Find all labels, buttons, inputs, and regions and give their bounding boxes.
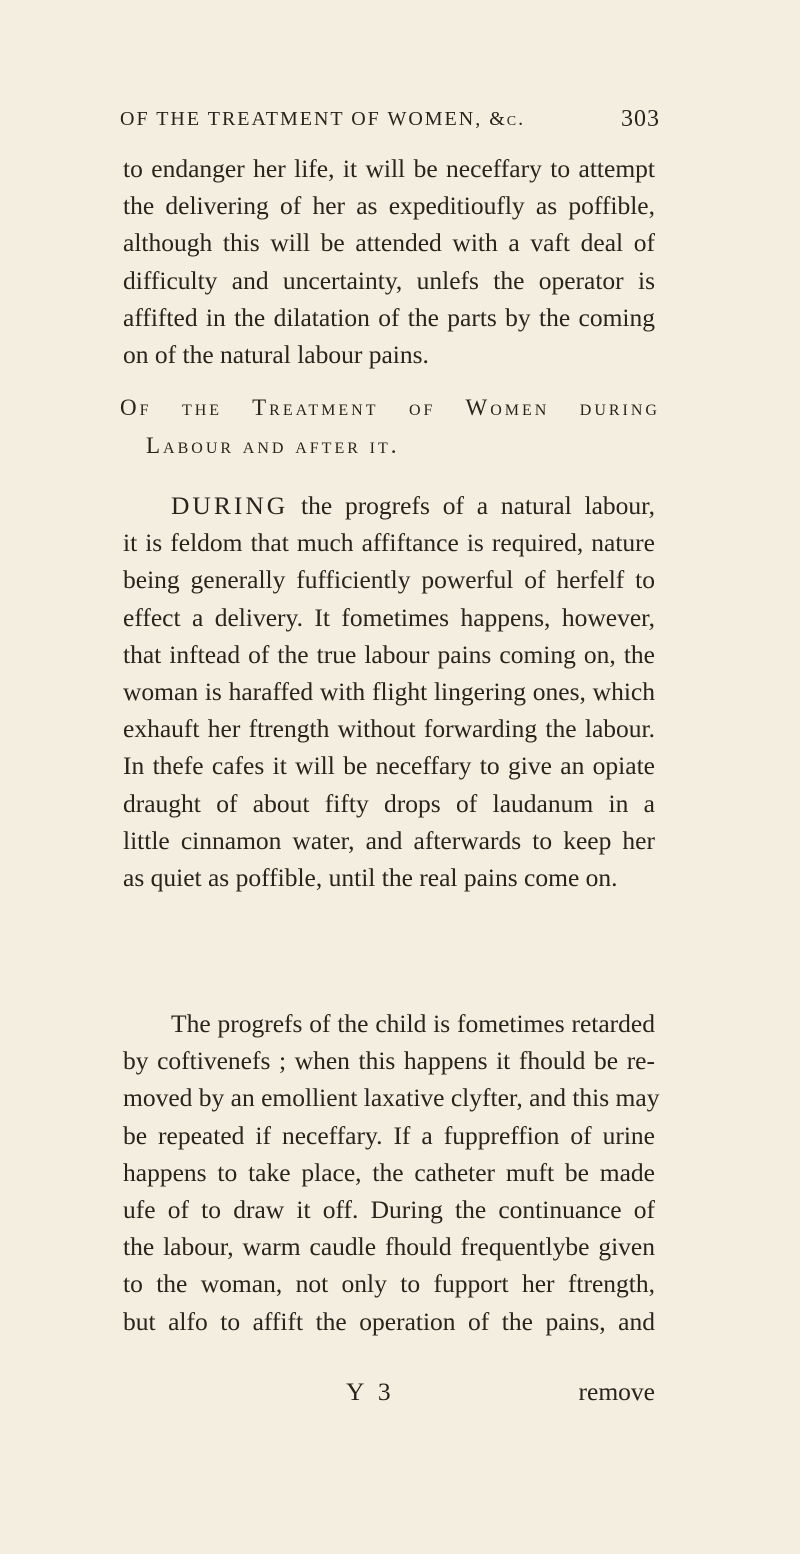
- text-line: [123, 487, 655, 524]
- text-line: but alfo to affift the operation of the pains, and: [123, 1306, 655, 1336]
- section-heading-line-1: Of the Treatment of Women during: [120, 395, 660, 420]
- text-line: the delivering of her as expeditioufly as poffible,: [123, 191, 655, 221]
- text-line: In thefe cafes it will be neceffary to give an opiate: [123, 751, 655, 781]
- text-line: the labour, warm caudle fhould frequentlybe given: [123, 1232, 655, 1262]
- text-line: draught of about fifty drops of laudanum in a: [123, 788, 655, 818]
- text-line: exhauft her ftrength without forwarding the labour.: [123, 714, 655, 744]
- text-line: The progrefs of the child is fometimes retarded: [171, 1009, 655, 1038]
- page-number: 303: [621, 106, 660, 132]
- text-line: difficulty and uncertainty, unlefs the operator is: [123, 265, 655, 295]
- text-line: woman is haraffed with flight lingering ones, which: [123, 676, 655, 706]
- text-line: affifted in the dilatation of the parts by the coming: [123, 302, 655, 332]
- signature-mark: Y 3: [346, 1377, 395, 1406]
- text-line: as quiet as poffible, until the real pains come on.: [123, 862, 618, 892]
- text-line: being generally fufficiently powerful of herfelf to: [123, 565, 655, 595]
- text-line: little cinnamon water, and afterwards to keep her: [123, 825, 655, 855]
- text-line: effect a delivery. It fometimes happens, however,: [123, 602, 655, 632]
- paragraph-1: [123, 150, 655, 373]
- text-line: to endanger her life, it will be neceffary to attempt: [123, 154, 655, 183]
- text-line: although this will be attended with a vaft deal of: [123, 228, 655, 258]
- text-line: it is feldom that much affiftance is required, nature: [123, 528, 655, 558]
- paragraph-3: [123, 1005, 660, 1340]
- lead-word: DURING: [171, 491, 289, 520]
- running-head-title: OF THE TREATMENT OF WOMEN, &c.: [120, 108, 526, 130]
- catchword: remove: [578, 1377, 655, 1406]
- text-line: to the woman, not only to fupport her ftrength,: [123, 1269, 655, 1299]
- text-line: on of the natural labour pains.: [123, 339, 429, 369]
- text-line: moved by an emollient laxative clyfter, and this may: [123, 1083, 660, 1113]
- text-line: that inftead of the true labour pains coming on, the: [123, 639, 655, 669]
- first-line-rest: the progrefs of a natural labour,: [288, 491, 655, 520]
- text-line: be repeated if neceffary. If a fuppreffion of urine: [123, 1120, 655, 1150]
- running-head: [120, 108, 660, 142]
- section-heading-line-2: Labour and after it.: [146, 433, 400, 458]
- page-footer: [123, 1377, 655, 1413]
- text-line: ufe of to draw it off. During the continuance of: [123, 1194, 655, 1224]
- text-line: happens to take place, the catheter muft be made: [123, 1157, 655, 1187]
- text-line: by coftivenefs ; when this happens it fhould be re-: [123, 1046, 655, 1076]
- paragraph-2: [123, 487, 655, 896]
